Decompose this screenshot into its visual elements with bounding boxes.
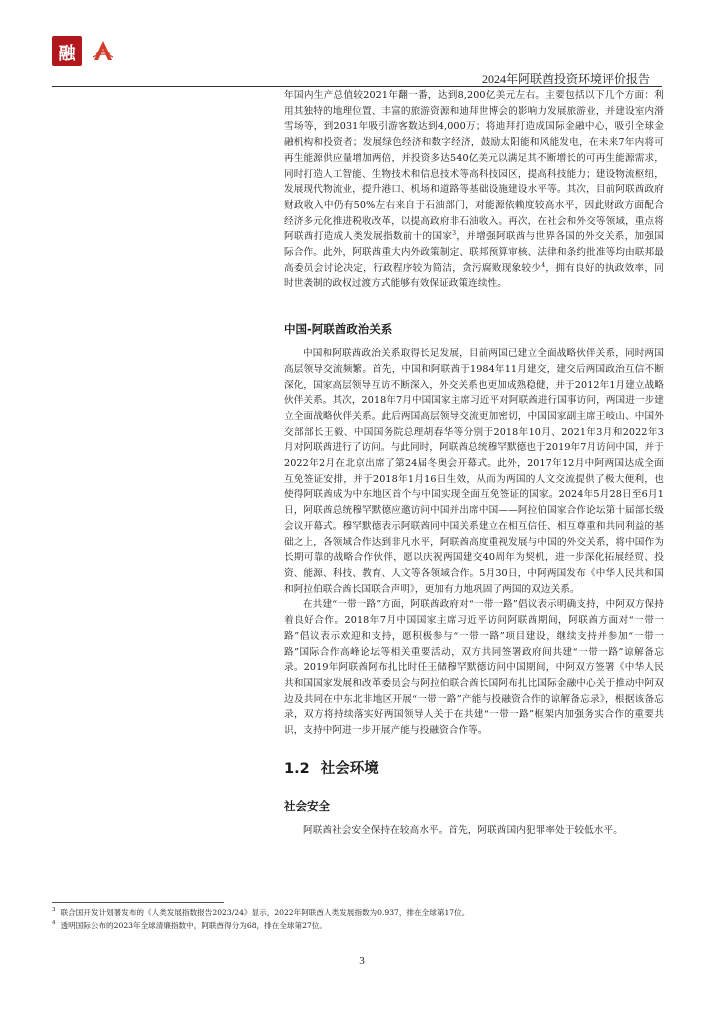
footnote-divider	[52, 902, 224, 903]
footnote-3: $^3$ 联合国开发计划署发布的《人类发展指数报告2023/24》显示，2022年阿联酋人类发展指数为0.937，排在全球第17位。	[52, 907, 470, 917]
section-title: 社会环境	[320, 760, 379, 777]
section-heading-social	[284, 757, 664, 778]
politics-paragraph-2: 在共建“一带一路”方面，阿联酋政府对“一带一路”倡议表示明确支持，中阿双方保持着良好合作。2018年7月中国国家主席习近平访问阿联酋期间，阿联酋方面对“一带一路”倡议表示欢迎和支持，愿积极参与“一带一路”项目建设，继续支持并参加“一带一路”国际合作高峰论坛等相关重要活动，双方共同签署政府间共建“一带一路”谅解备忘录。2019年阿联酋阿布扎比时任王储穆罕默德访问中国期间，中阿双方签署《中华人民共和国国家发展和改革委员会与阿拉伯联合酋长国阿布扎比国际金融中心关于推动中阿双边及共同在中东北非地区开展“一带一路”产能与投融资合作的谅解备忘录》，根据该备忘录，双方将持续落实好两国领导人关于在共建“一带一路”框架内加强务实合作的重要共识，支持中阿进一步开展产能与投融资合作等。	[284, 599, 664, 737]
report-title: 2024年阿联酋投资环境评价报告	[481, 72, 650, 86]
footnote-ref-4[interactable]: 4	[541, 261, 546, 269]
header-divider	[52, 86, 662, 87]
footnotes	[52, 907, 672, 932]
section-number: 1.2	[284, 760, 310, 777]
subsection-heading-security: 社会安全	[284, 798, 330, 813]
footnote-4: $^4$ 透明国际公布的2023年全球清廉指数中，阿联酋得分为68，排在全球第27位。	[52, 919, 327, 930]
seal-logo-icon: 融	[52, 36, 82, 66]
security-paragraph: 阿联酋社会安全保持在较高水平。首先，阿联酋国内犯罪率处于较低水平。	[303, 824, 623, 836]
main-content	[284, 88, 664, 838]
header-logos	[52, 36, 116, 66]
institute-mark-icon	[90, 38, 116, 64]
section-heading-politics: 中国-阿联酋政治关系	[284, 322, 393, 337]
politics-paragraph-1: 中国和阿联酋政治关系取得长足发展，目前两国已建立全面战略伙伴关系，同时两国高层领导交流频繁。首先，中国和阿联酋于1984年11月建交，建交后两国政治互信不断深化，国家高层领导互访不断深入，外交关系也更加成熟稳健，并于2012年1月建立战略伙伴关系。其次，2018年7月中国国家主席习近平对阿联酋进行国事访问，两国进一步建立全面战略伙伴关系。此后两国高层领导交流更加密切，中国国家副主席王岐山、中国外交部部长王毅、中国国务院总理胡春华等分别于2018年10月、2021年3月和2022年3月对阿联酋进行了访问。与此同时，阿联酋总统穆罕默德也于2019年7月访问中国，并于2022年2月在北京出席了第24届冬奥会开幕式。此外，2017年12月中阿两国达成全面互免签证安排，并于2018年1月16日生效，从而为两国的人文交流提供了极大便利，也使得阿联酋成为中东地区首个与中国实现全面互免签证的国家。2024年5月28日至6月1日，阿联酋总统穆罕默德应邀访问中国并出席中国——阿拉伯国家合作论坛第十届部长级会议开幕式。穆罕默德表示阿联酋同中国关系建立在相互信任、相互尊重和共同利益的基础之上，各领域合作达到非凡水平，阿联酋高度重视发展与中国的外交关系，将中国作为长期可靠的战略合作伙伴，愿以庆祝两国建交40周年为契机，进一步深化拓展经贸、投资、能源、科技、教育、人文等各领域合作。5月30日，中阿两国发布《中华人民共和国和阿拉伯联合酋长国联合声明》，更加有力地巩固了两国的双边关系。	[284, 348, 664, 595]
page-number: 3	[359, 955, 365, 967]
footnote-ref-3[interactable]: 3	[452, 230, 457, 238]
intro-paragraph: 年国内生产总值较2021年翻一番，达到8,200亿美元左右。主要包括以下几个方面：利用其独特的地理位置、丰富的旅游资源和迪拜世博会的影响力发展旅游业，并建设室内滑雪场等，到2031年吸引游客数达到4,000万；将迪拜打造成国际金融中心，吸引全球金融机构和投资者；发展绿色经济和数字经济，鼓励太阳能和风能发电，在未来7年内将可再生能源供应量增加两倍，并投资多达540亿美元以满足其不断增长的可再生能源需求，同时打造人工智能、生物技术和信息技术等高科技园区，提高科技能力；建设物流枢纽，发展现代物流业，提升港口、机场和道路等基础设施建设水平等。其次，目前阿联酋政府财政收入中仍有50%左右来自于石油部门，对能源依赖度较高水平，因此财政方面配合经济多元化推进税收改革，以提高政府非石油收入。再次，在社会和外交等领域，重点将阿联酋打造成人类发展指数前十的国家$^3$，并增强阿联酋与世界各国的外交关系，加强国际合作。此外，阿联酋重大内外政策制定、联邦预算审核、法律和条约批准等均由联邦最高委员会讨论决定，行政程序较为简洁，贪污腐败现象较少$^4$，拥有良好的执政效率，同时世袭制的政权过渡方式能够有效保证政策连续性。	[284, 90, 664, 290]
